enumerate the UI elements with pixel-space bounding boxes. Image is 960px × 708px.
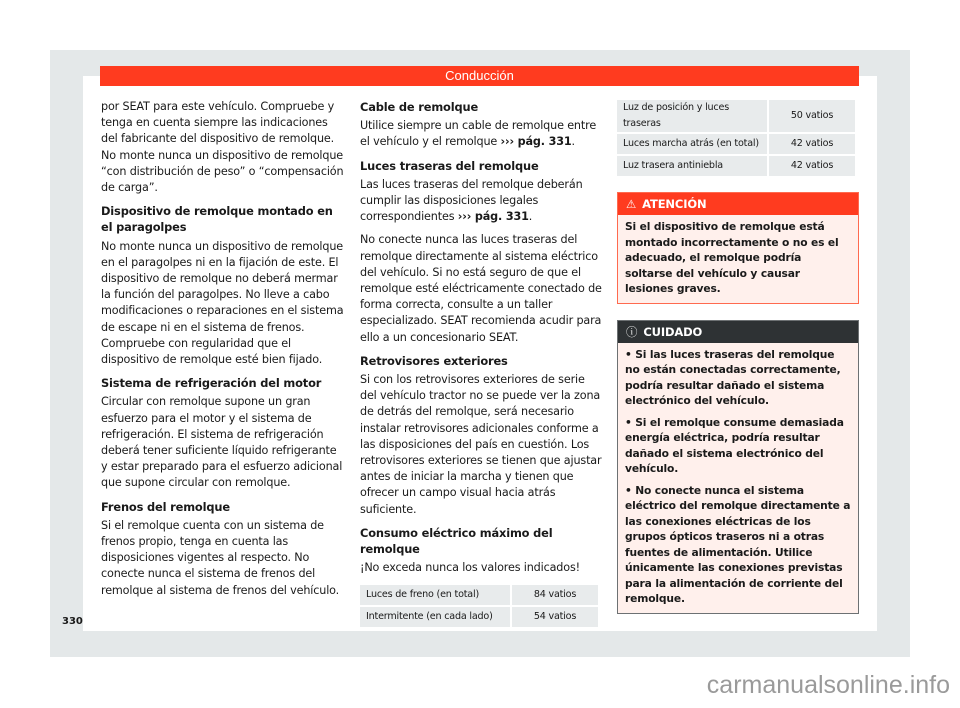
table-cell-value: 84 vatios xyxy=(512,585,598,605)
column-right xyxy=(617,98,859,614)
section-text xyxy=(360,177,602,226)
caution-title: CUIDADO xyxy=(643,324,703,339)
warning-triangle-icon: ⚠ xyxy=(626,197,637,212)
table-cell-label: Intermitente (en cada lado) xyxy=(360,607,510,627)
caution-header xyxy=(618,321,858,343)
section-text: Si el remolque cuenta con un sistema de frenos propio, tenga en cuenta las disposiciones vigentes al respecto. No conecte nunca el sistema de frenos del remolque al sistema de frenos del vehículo. xyxy=(101,518,340,597)
column-left xyxy=(101,99,346,606)
warning-box xyxy=(617,192,859,304)
section-text xyxy=(360,118,602,150)
table-cell-label: Luces marcha atrás (en total) xyxy=(617,134,767,154)
table-row xyxy=(617,134,855,154)
table-cell-value: 50 vatios xyxy=(769,100,855,132)
table-row xyxy=(617,156,855,176)
table-cell-value: 54 vatios xyxy=(512,607,598,627)
section-text: ¡No exceda nunca los valores indicados! xyxy=(360,561,580,575)
warning-text: Si el dispositivo de remolque está montado incorrectamente o no es el adecuado, el remolque podría soltarse del vehículo y causar lesiones graves. xyxy=(625,220,839,296)
power-consumption-table xyxy=(358,583,600,629)
caution-body xyxy=(618,343,858,613)
section-heading: Sistema de refrigeración del motor xyxy=(101,376,322,391)
caution-box xyxy=(617,320,859,614)
text-span: Utilice siempre un cable de remolque entre el vehículo y el remolque xyxy=(360,119,597,149)
page-reference-link[interactable]: ››› pág. 331 xyxy=(457,210,529,224)
warning-title: ATENCIÓN xyxy=(642,197,707,212)
table-cell-value: 42 vatios xyxy=(769,134,855,154)
column-middle xyxy=(360,99,602,629)
text-span: Las luces traseras del remolque deberán cumplir las disposiciones legales correspondientes xyxy=(360,177,583,224)
watermark: carmanualsonline.info xyxy=(706,671,950,699)
page-number: 330 xyxy=(62,616,83,627)
section-heading: Dispositivo de remolque montado en el paragolpes xyxy=(101,204,333,235)
chapter-header: Conducción xyxy=(100,66,859,86)
power-consumption-table-continued xyxy=(615,98,857,178)
page-reference-link[interactable]: ››› pág. 331 xyxy=(500,135,572,149)
text-span: . xyxy=(571,135,575,149)
section-heading: Consumo eléctrico máximo del remolque xyxy=(360,525,553,557)
caution-item: • No conecte nunca el sistema eléctrico del remolque directamente a las conexiones eléctricas de los grupos ópticos traseros ni a otras fuentes de alimentación. Utilice únicamente las conexiones previstas para la alimentación de corriente del remolque. xyxy=(625,483,851,606)
warning-header xyxy=(618,193,858,215)
section-heading: Cable de remolque xyxy=(360,100,479,114)
table-row xyxy=(360,607,598,627)
section-text: No monte nunca un dispositivo de remolque en el paragolpes ni en la fijación de este. El dispositivo de remolque no deberá mermar la función del paragolpes. No lleve a cabo modificaciones o reparaciones en el sistema de escape ni en el sistema de frenos. Compruebe con regularidad que el dispositivo de remolque esté bien fijado. xyxy=(101,239,344,367)
table-cell-label: Luces de freno (en total) xyxy=(360,585,510,605)
table-cell-value: 42 vatios xyxy=(769,156,855,176)
caution-item: • Si las luces traseras del remolque no están conectadas correctamente, podría resultar dañado el sistema electrónico del vehículo. xyxy=(625,347,841,408)
table-row xyxy=(360,585,598,605)
section-text: Si con los retrovisores exteriores de serie del vehículo tractor no se puede ver la zona de detrás del remolque, será necesario instalar retrovisores adicionales conforme a las disposiciones del país en cuestión. Los retrovisores exteriores se tienen que ajustar antes de iniciar la marcha y tienen que ofrecer un campo visual hacia atrás suficiente. xyxy=(360,373,602,516)
table-cell-label: Luz de posición y luces traseras xyxy=(617,100,767,132)
info-circle-icon: ⓘ xyxy=(626,324,638,339)
intro-paragraph: por SEAT para este vehículo. Compruebe y tenga en cuenta siempre las indicaciones del fabricante del dispositivo de remolque. No monte nunca un dispositivo de remolque “con distribución de peso” o “compensación de carga”. xyxy=(101,100,344,195)
caution-item: • Si el remolque consume demasiada energía eléctrica, podría resultar dañado el sistema electrónico del vehículo. xyxy=(625,415,844,476)
section-text: No conecte nunca las luces traseras del remolque directamente al sistema eléctrico del vehículo. Si no está seguro de que el remolque esté eléctricamente conectado de forma correcta, consulte a un taller especializado. SEAT recomienda acudir para ello a un concesionario SEAT. xyxy=(360,233,602,344)
section-heading: Luces traseras del remolque xyxy=(360,158,539,173)
section-heading: Retrovisores exteriores xyxy=(360,353,508,368)
section-heading: Frenos del remolque xyxy=(101,499,230,514)
text-span: . xyxy=(528,210,533,224)
table-row xyxy=(617,100,855,132)
section-text: Circular con remolque supone un gran esfuerzo para el motor y el sistema de refrigeración. El sistema de refrigeración deberá tener suficiente líquido refrigerante y estar preparado para el esfuerzo adicional que supone circular con remolque. xyxy=(101,395,343,490)
table-cell-label: Luz trasera antiniebla xyxy=(617,156,767,176)
